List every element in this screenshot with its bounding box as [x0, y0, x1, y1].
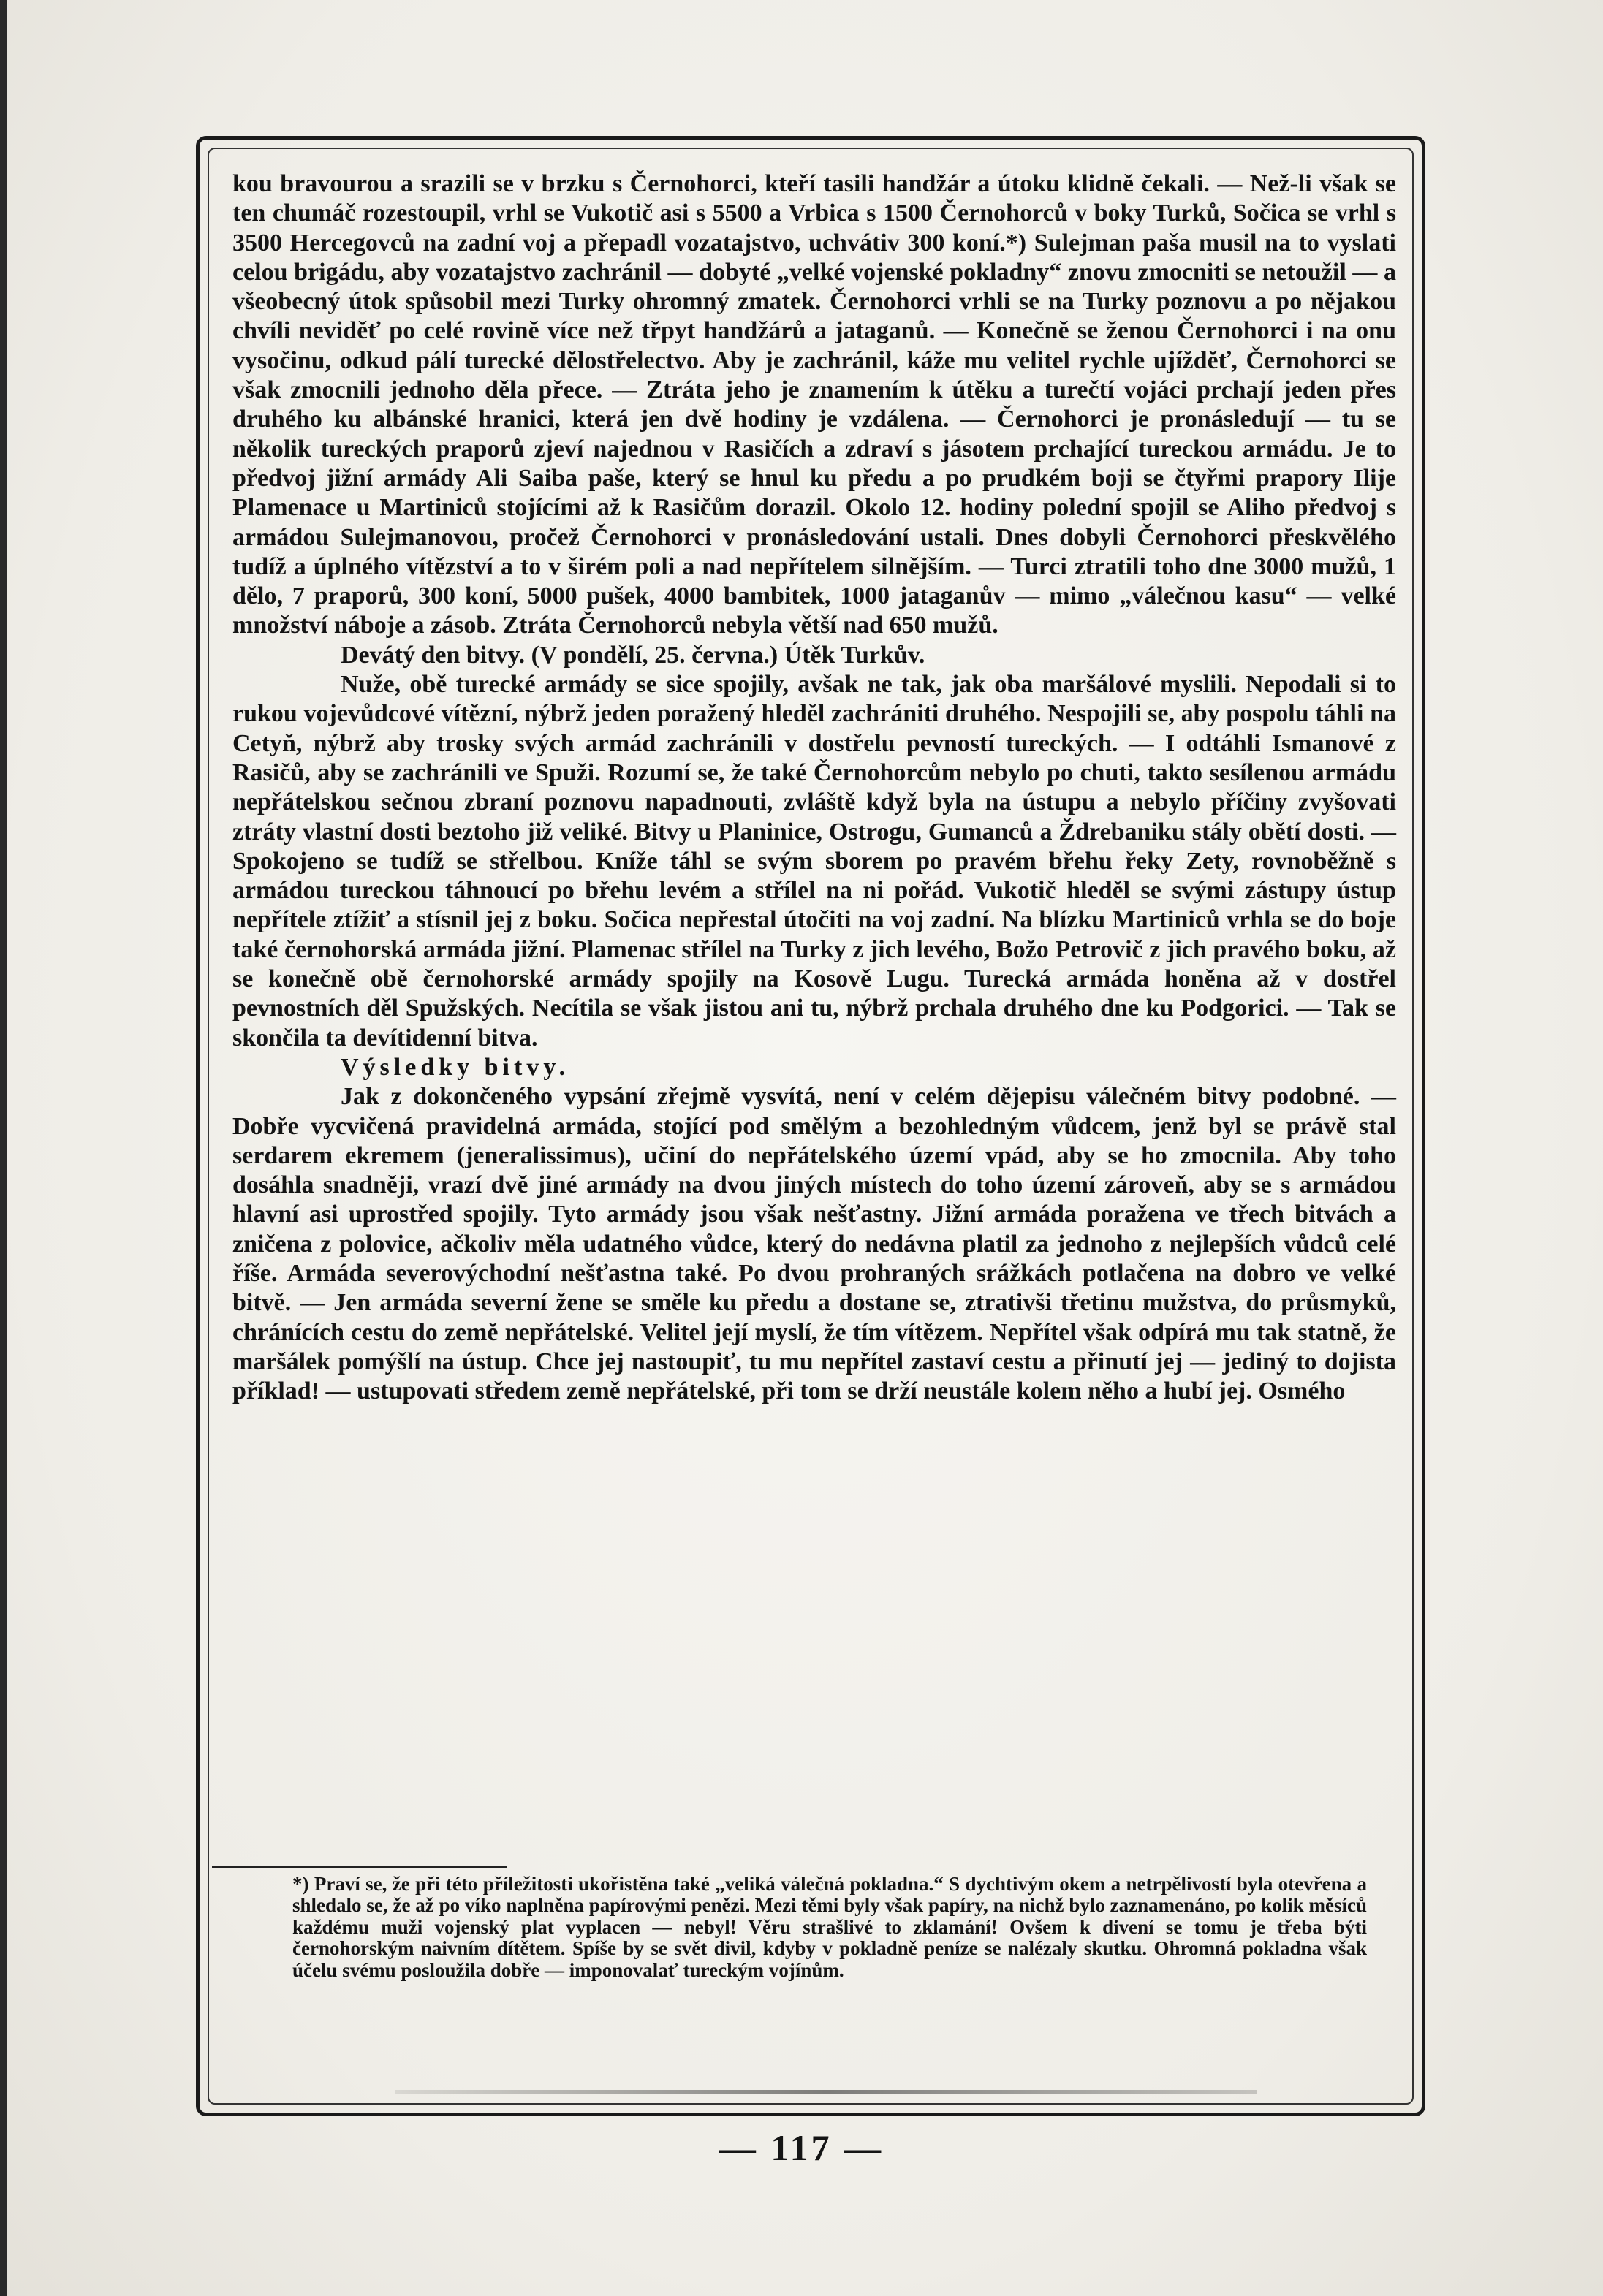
- paragraph-2: Nuže, obě turecké armády se sice spojily, avšak ne tak, jak oba maršálové myslili. Nepodali si to rukou vojevůdcové vítězní, nýbrž jeden poražený hleděl zachrániti druhého. Nespojili se, aby pospolu táhli na Cetyň, nýbrž aby trosky svých armád zachránili v dostřelu pevností tureckých. — I odtáhli Ismanové z Rasičů, aby se zachránili ve Spuži. Rozumí se, že také Černohorcům nebylo po chuti, takto sesílenou armádu nepřátelskou sečnou zbraní poznovu napadnouti, zvláště když byla na ústupu a nebylo příčiny zvyšovati ztráty vlastní dosti beztoho již veliké. Bitvy u Planinice, Ostrogu, Gumanců a Ždrebaniku stály obětí dosti. — Spokojeno se tudíž se střelbou. Kníže táhl se svým sborem po pravém břehu řeky Zety, rovnoběžně s armádou tureckou táhnoucí po břehu levém a střílel na ni pořád. Vukotič hleděl se svými zástupy ústup nepřítele ztížiť a stísnil jej z boku. Sočica nepřestal útočiti na voj zadní. Na blízku Martiniců vrhla se do boje také černohorská armáda jižní. Plamenac střílel na Turky z jich levého, Božo Petrovič z jich pravého boku, až se konečně obě černohorské armády spojily na Kosově Lugu. Turecká armáda honěna až v dostřel pevnostních děl Spužských. Necítila se však jistou ani tu, nýbrž prchala druhého dne ku Podgorici. — Tak se skončila ta devítidenní bitva.: [232, 671, 1396, 1052]
- page-number: — 117 —: [719, 2127, 884, 2168]
- footnote: *) Praví se, že při této příležitosti ukořistěna také „veliká válečná pokladna.“ S dychtivým okem a netrpělivostí byla otevřena a shledalo se, že až po víko naplněna papírovými penězi. Mezi těmi byly však papíry, na nichž bylo zaznamenáno, po kolik měsíců každému muži vojenský plat vyplacen — nebyl! Věru strašlivé to zklamání! Ovšem k divení se tomu je třeba býti černohorským naivním dítětem. Spíše by se svět divil, kdyby v pokladně peníze se nalézaly skutku. Ohromná pokladna však účelu svému posloužila dobře — imponovalať tureckým vojínům.: [292, 1873, 1367, 1981]
- section-heading-results: Výsledky bitvy.: [341, 1053, 569, 1081]
- paragraph-1: kou bravourou a srazili se v brzku s Černohorci, kteří tasili handžár a útoku klidně čekali. — Než-li však se ten chumáč rozestoupil, vrhl se Vukotič asi s 5500 a Vrbica s 1500 Černohorců v boky Turků, Sočica se vrhl s 3500 Hercegovců na zadní voj a přepadl vozatajstvo, uchvátiv 300 koní.*) Sulejman paša musil na to vyslati celou brigádu, aby vozatajstvo zachránil — dobyté „velké vojenské pokladny“ znovu zmocniti se netoužil — a všeobecný útok spůsobil mezi Turky ohromný zmatek. Černohorci vrhli se na Turky poznovu a po nějakou chvíli neviděť po celé rovině více než třpyt handžárů a jataganů. — Konečně se ženou Černohorci i na onu vysočinu, odkud pálí turecké dělostřelectvo. Aby je zachránil, káže mu velitel rychle ujížděť, Černohorci se však zmocnili jednoho děla přece. — Ztráta jeho je znamením k útěku a turečtí vojáci prchají jeden přes druhého ku albánské hranici, která jen dvě hodiny je vzdálena. — Černohorci je pronásledují — tu se několik tureckých praporů zjeví najednou v Rasičích a zdraví s jásotem prchající tureckou armádu. Je to předvoj jižní armády Ali Saiba paše, který se hnul ku předu a po prudkém boji se čtyřmi prapory Ilije Plamenace u Martiniců stojícími až k Rasičům dorazil. Okolo 12. hodiny polední spojil se Aliho předvoj s armádou Sulejmanovou, pročež Černohorci v pronásledování ustali. Dnes dobyli Černohorci přeskvělého tudíž a úplného vítězství a to v širém poli a nad nepřítelem silnějším. — Turci ztratili toho dne 3000 mužů, 1 dělo, 7 praporů, 300 koní, 5000 pušek, 4000 bambitek, 1000 jataganův — mimo „válečnou kasu“ — velké množství náboje a zásob. Ztráta Černohorců nebyla větší nad 650 mužů.: [232, 170, 1396, 639]
- paragraph-3: Jak z dokončeného vypsání zřejmě vysvítá, není v celém dějepisu válečném bitvy podobné. — Dobře vycvičená pravidelná armáda, stojící pod smělým a bezohledným vůdcem, jenž byl se právě stal serdarem ekremem (jeneralissimus), učiní do nepřátelského území vpád, aby se ho zmocnila. Aby toho dosáhla snadněji, vrazí dvě jiné armády na dvou jiných místech do toho území zároveň, aby se s armádou hlavní asi uprostřed spojily. Tyto armády jsou však nešťastny. Jižní armáda poražena ve třech bitvách a zničena z polovice, ačkoliv měla udatného vůdce, který do nedávna platil za jednoho z nejlepších vůdců celé říše. Armáda severovýchodní nešťastna také. Po dvou prohraných srážkách potlačena na dobro ve velké bitvě. — Jen armáda severní žene se směle ku předu a dostane se, ztrativši třetinu mužstva, do průsmyků, chránících cestu do země nepřátelské. Velitel její myslí, že tím vítězem. Nepřítel však odpírá mu tak statně, že maršálek pomýšlí na ústup. Chce jej nastoupiť, tu mu nepřítel zastaví cestu a přinutí jej — jediný to dojista příklad! — ustupovati středem země nepřátelské, při tom se drží neustále kolem něho a hubí jej. Osmého: [232, 1083, 1396, 1405]
- bottom-ornament-rule: [395, 2090, 1257, 2094]
- main-text: [232, 170, 1396, 1406]
- footnote-divider: [212, 1866, 507, 1868]
- page-edge: [0, 0, 7, 2296]
- section-heading-day-nine: Devátý den bitvy. (V pondělí, 25. června.) Útěk Turkův.: [341, 641, 925, 669]
